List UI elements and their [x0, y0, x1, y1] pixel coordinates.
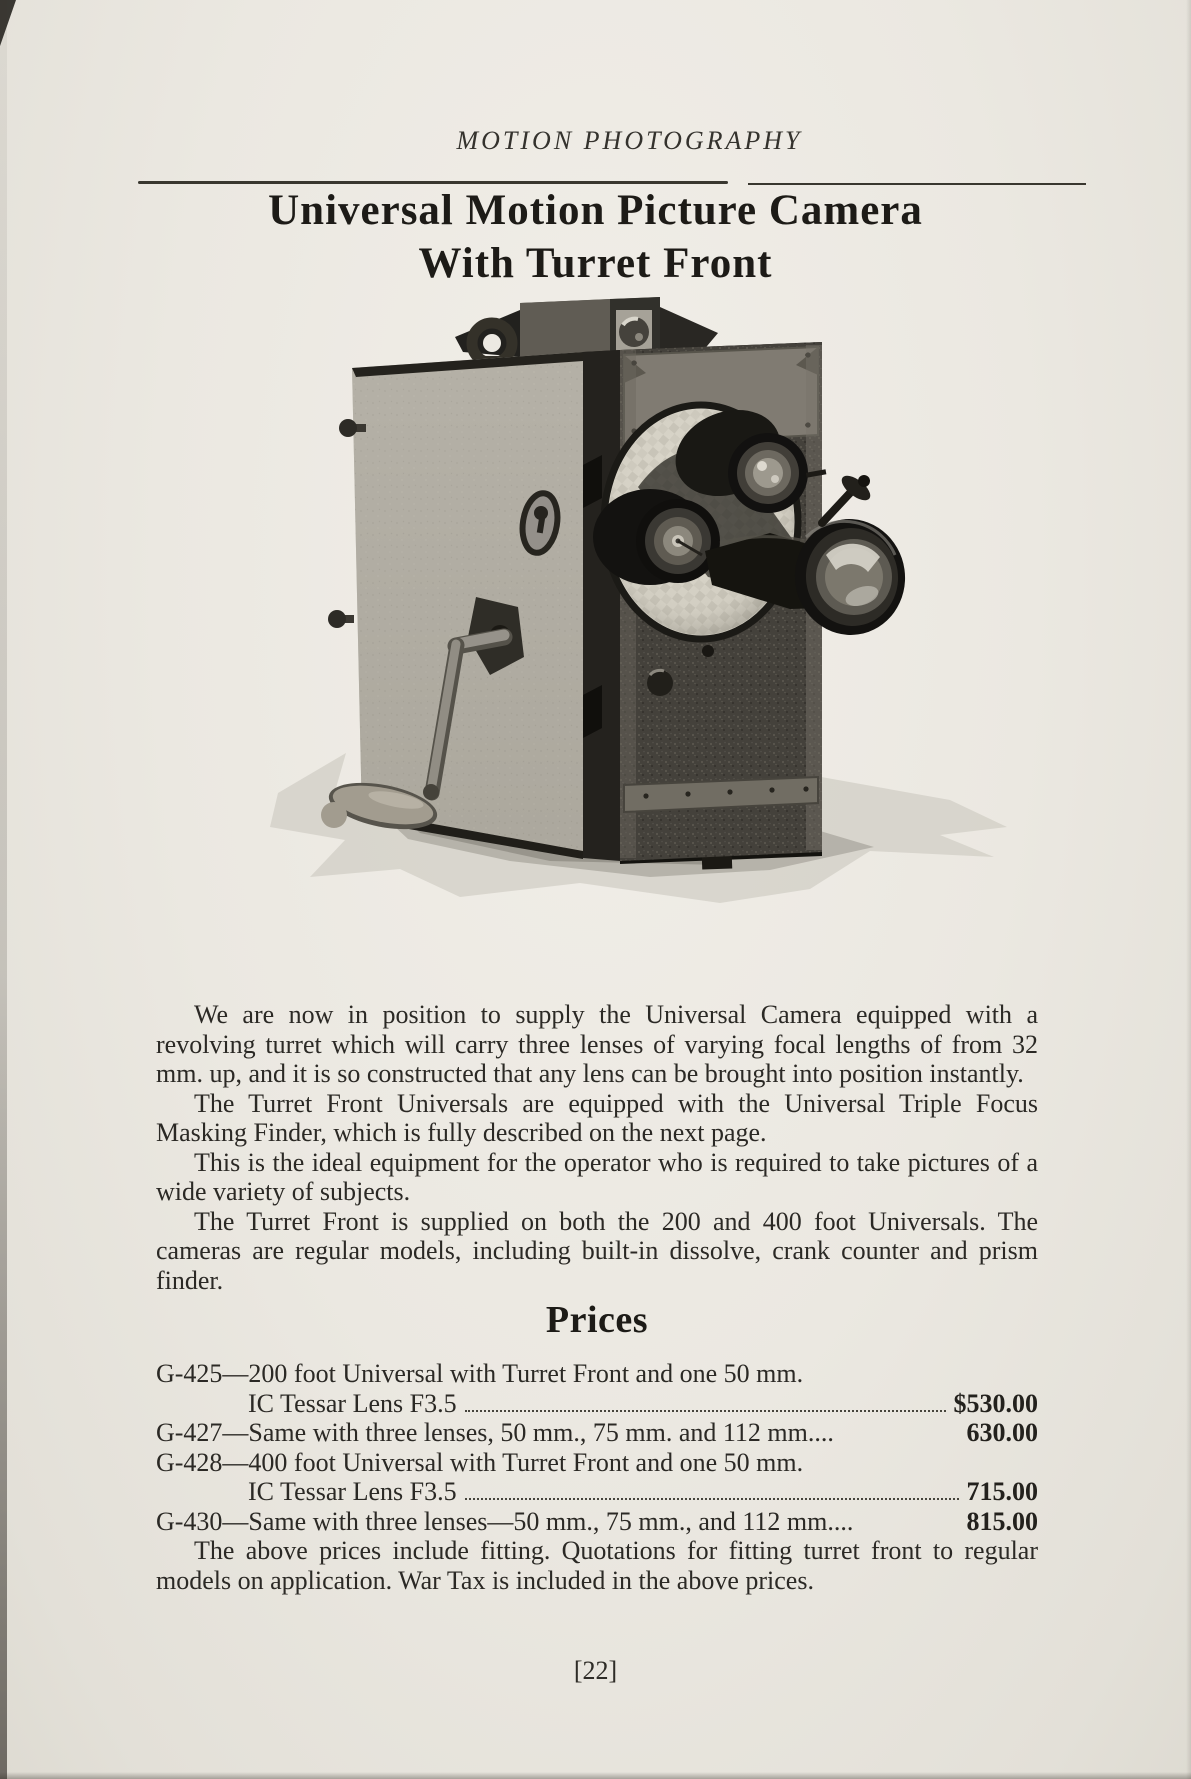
- body-paragraph: We are now in position to supply the Universal Camera equipped with a revolving turret which will carry three lenses of varying focal lengths of from 32 mm. up, and it is so constructed that any lens can be brought into position instantly.: [156, 1000, 1038, 1088]
- focus-key: [822, 471, 874, 523]
- body-paragraph: The Turret Front is supplied on both the 200 and 400 foot Universals. The cameras are regular models, including built-in dissolve, crank counter and prism finder.: [156, 1206, 1038, 1295]
- price-row: [156, 1448, 1038, 1478]
- price-item-label: IC Tessar Lens F3.5: [248, 1388, 457, 1418]
- dot-leader: [465, 1410, 946, 1412]
- price-item-label: G-427—Same with three lenses, 50 mm., 75 mm. and 112 mm....: [156, 1418, 834, 1447]
- body-paragraph: The Turret Front Universals are equipped with the Universal Triple Focus Masking Finder, which is fully described on the next page.: [156, 1088, 1038, 1147]
- body-paragraph: This is the ideal equipment for the operator who is required to take pictures of a wide variety of subjects.: [156, 1147, 1038, 1206]
- price-row: [156, 1359, 1038, 1389]
- price-item-label: G-425—200 foot Universal with Turret Front and one 50 mm.: [156, 1359, 804, 1388]
- price-item-label: G-428—400 foot Universal with Turret Front and one 50 mm.: [156, 1447, 804, 1477]
- price-row: [156, 1477, 1038, 1507]
- running-head: MOTION PHOTOGRAPHY: [456, 126, 803, 155]
- price-item-label: G-430—Same with three lenses—50 mm., 75 mm., and 112 mm....: [156, 1506, 854, 1536]
- price-item-label: IC Tessar Lens F3.5: [248, 1477, 457, 1506]
- text-column: [156, 1000, 1038, 1595]
- page-number: [22]: [573, 1656, 618, 1685]
- page-edge-shadow-bottom: [0, 1772, 1191, 1779]
- camera-photo: [250, 255, 1030, 905]
- price-value: 630.00: [966, 1418, 1038, 1447]
- page-title-line1: Universal Motion Picture Camera: [268, 187, 923, 234]
- price-row: [156, 1418, 1038, 1448]
- price-row: [156, 1389, 1038, 1419]
- dot-leader: [465, 1498, 959, 1500]
- price-value: 715.00: [966, 1477, 1038, 1506]
- prices-heading: Prices: [545, 1299, 649, 1341]
- page-title-line2: With Turret Front: [418, 240, 773, 287]
- price-value: $530.00: [953, 1388, 1038, 1418]
- price-value: 815.00: [966, 1506, 1038, 1536]
- price-row: [156, 1507, 1038, 1537]
- closing-paragraph: The above prices include fitting. Quotations for fitting turret front to regular models on application. War Tax is included in the above prices.: [156, 1536, 1038, 1595]
